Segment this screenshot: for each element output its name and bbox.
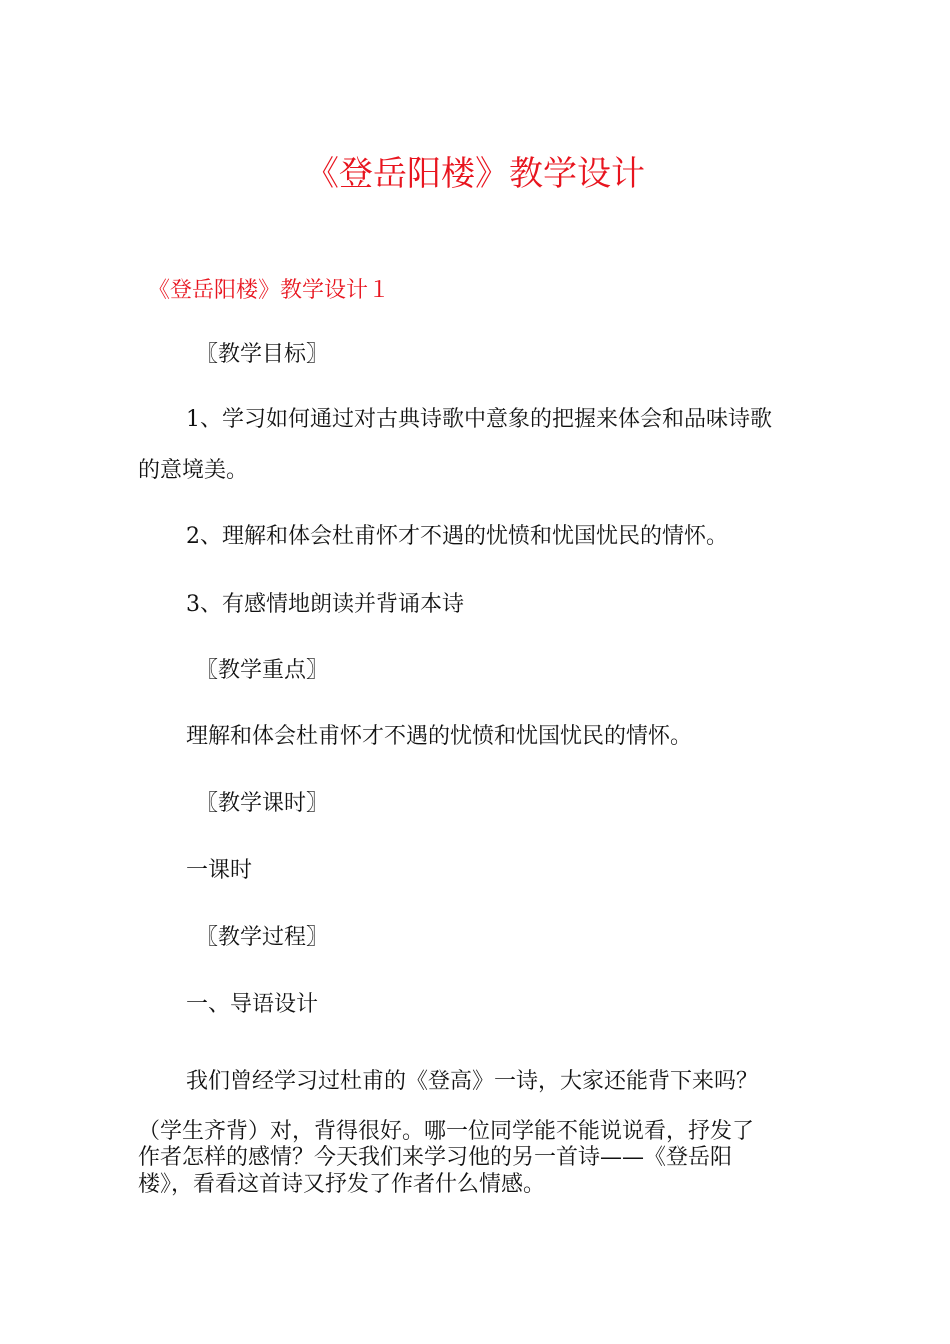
objective-3: 3、有感情地朗读并背诵本诗 xyxy=(186,592,464,617)
intro-paragraph-line-3: 作者怎样的感情？今天我们来学习他的另一首诗——《登岳阳 xyxy=(138,1145,733,1170)
intro-paragraph-line-4: 楼》，看看这首诗又抒发了作者什么情感。 xyxy=(138,1172,546,1197)
document-subtitle: 《登岳阳楼》教学设计１ xyxy=(148,278,391,303)
document-title: 《登岳阳楼》教学设计 xyxy=(305,154,645,194)
heading-objectives: 〖教学目标〗 xyxy=(196,342,329,367)
heading-period: 〖教学课时〗 xyxy=(196,791,329,816)
section-1-heading: 一、导语设计 xyxy=(186,992,319,1017)
intro-paragraph-line-2: （学生齐背）对，背得很好。哪一位同学能不能说说看，抒发了 xyxy=(138,1119,755,1144)
objective-1-line-2: 的意境美。 xyxy=(138,458,249,483)
objective-2: 2、理解和体会杜甫怀才不遇的忧愤和忧国忧民的情怀。 xyxy=(186,524,728,549)
focus-text: 理解和体会杜甫怀才不遇的忧愤和忧国忧民的情怀。 xyxy=(186,724,693,749)
heading-focus: 〖教学重点〗 xyxy=(196,658,329,683)
objective-1-line-1: 1、学习如何通过对古典诗歌中意象的把握来体会和品味诗歌 xyxy=(186,407,772,432)
heading-process: 〖教学过程〗 xyxy=(196,925,329,950)
intro-paragraph-line-1: 我们曾经学习过杜甫的《登高》一诗，大家还能背下来吗？ xyxy=(186,1069,759,1094)
period-text: 一课时 xyxy=(186,858,253,883)
